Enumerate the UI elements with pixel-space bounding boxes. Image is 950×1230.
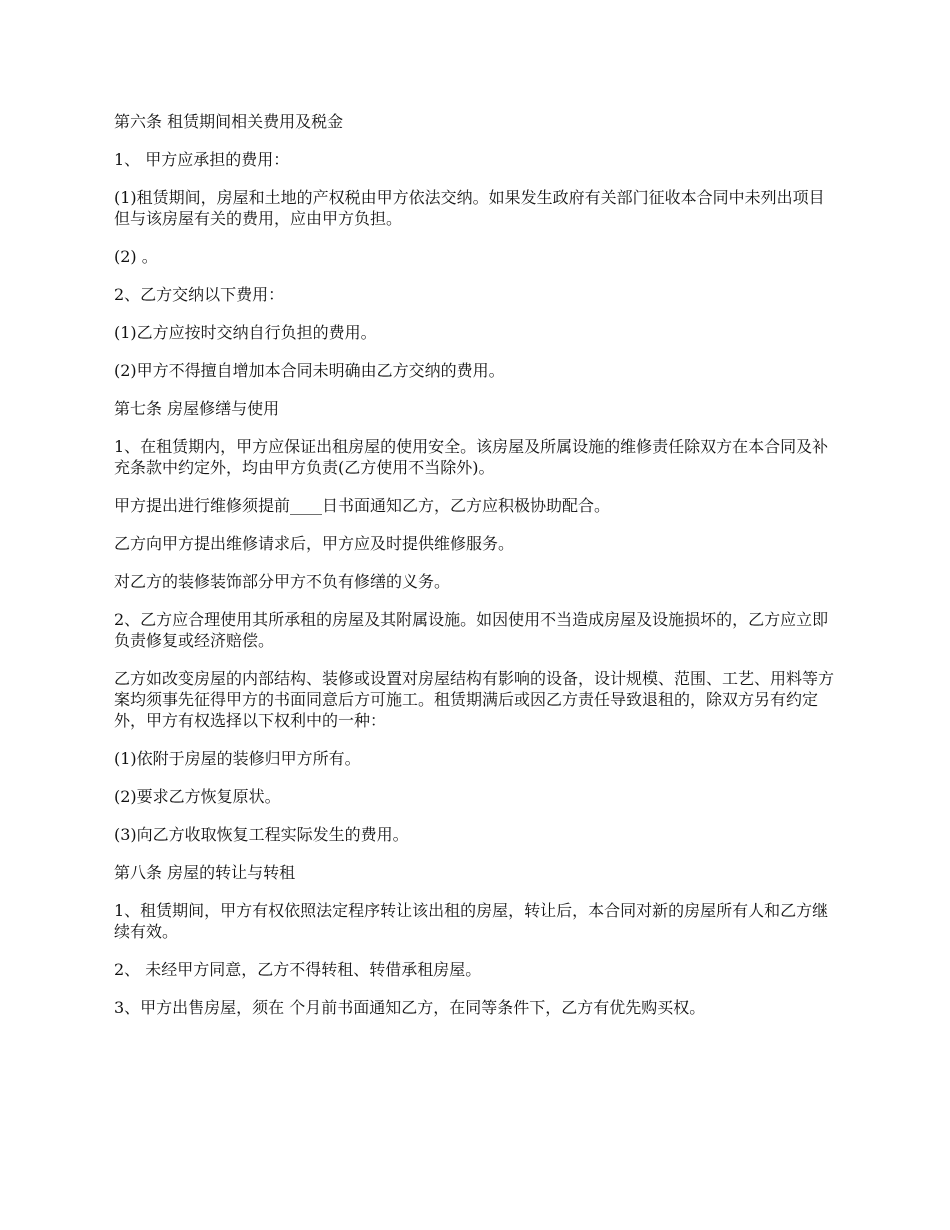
paragraph: 乙方如改变房屋的内部结构、装修或设置对房屋结构有影响的设备，设计规模、范围、工艺、用料等方案均须事先征得甲方的书面同意后方可施工。租赁期满后或因乙方责任导致退租的，除双方另有约定外，甲方有权选择以下权利中的一种： [114,669,835,730]
article-7-heading: 第七条 房屋修缮与使用 [114,399,280,418]
paragraph: 乙方向甲方提出维修请求后，甲方应及时提供维修服务。 [114,534,515,553]
article-6-heading: 第六条 租赁期间相关费用及税金 [114,112,344,131]
paragraph: (2)要求乙方恢复原状。 [114,787,281,806]
paragraph: (1)乙方应按时交纳自行负担的费用。 [114,323,377,342]
paragraph: 1、在租赁期内，甲方应保证出租房屋的使用安全。该房屋及所属设施的维修责任除双方在本合同及补充条款中约定外，均由甲方负责(乙方使用不当除外)。 [114,437,829,477]
paragraph: (2) 。 [114,247,158,266]
paragraph: (2)甲方不得擅自增加本合同未明确由乙方交纳的费用。 [114,361,505,380]
article-8-heading: 第八条 房屋的转让与转租 [114,863,296,882]
document-body [114,111,834,1035]
paragraph: 2、乙方交纳以下费用： [114,285,285,304]
paragraph: 3、甲方出售房屋，须在 个月前书面通知乙方，在同等条件下，乙方有优先购买权。 [114,998,706,1017]
paragraph: 甲方提出进行维修须提前____日书面通知乙方，乙方应积极协助配合。 [114,496,611,515]
paragraph: 2、 未经甲方同意，乙方不得转租、转借承租房屋。 [114,960,482,979]
paragraph: 1、 甲方应承担的费用： [114,150,290,169]
paragraph: 2、乙方应合理使用其所承租的房屋及其附属设施。如因使用不当造成房屋及设施损坏的，乙方应立即负责修复或经济赔偿。 [114,610,829,650]
paragraph: (1)依附于房屋的装修归甲方所有。 [114,749,361,768]
paragraph: (3)向乙方收取恢复工程实际发生的费用。 [114,825,409,844]
paragraph: 对乙方的装修装饰部分甲方不负有修缮的义务。 [114,572,451,591]
paragraph: 1、租赁期间，甲方有权依照法定程序转让该出租的房屋，转让后，本合同对新的房屋所有人和乙方继续有效。 [114,901,829,941]
paragraph: (1)租赁期间，房屋和土地的产权税由甲方依法交纳。如果发生政府有关部门征收本合同中未列出项目但与该房屋有关的费用，应由甲方负担。 [114,188,825,228]
